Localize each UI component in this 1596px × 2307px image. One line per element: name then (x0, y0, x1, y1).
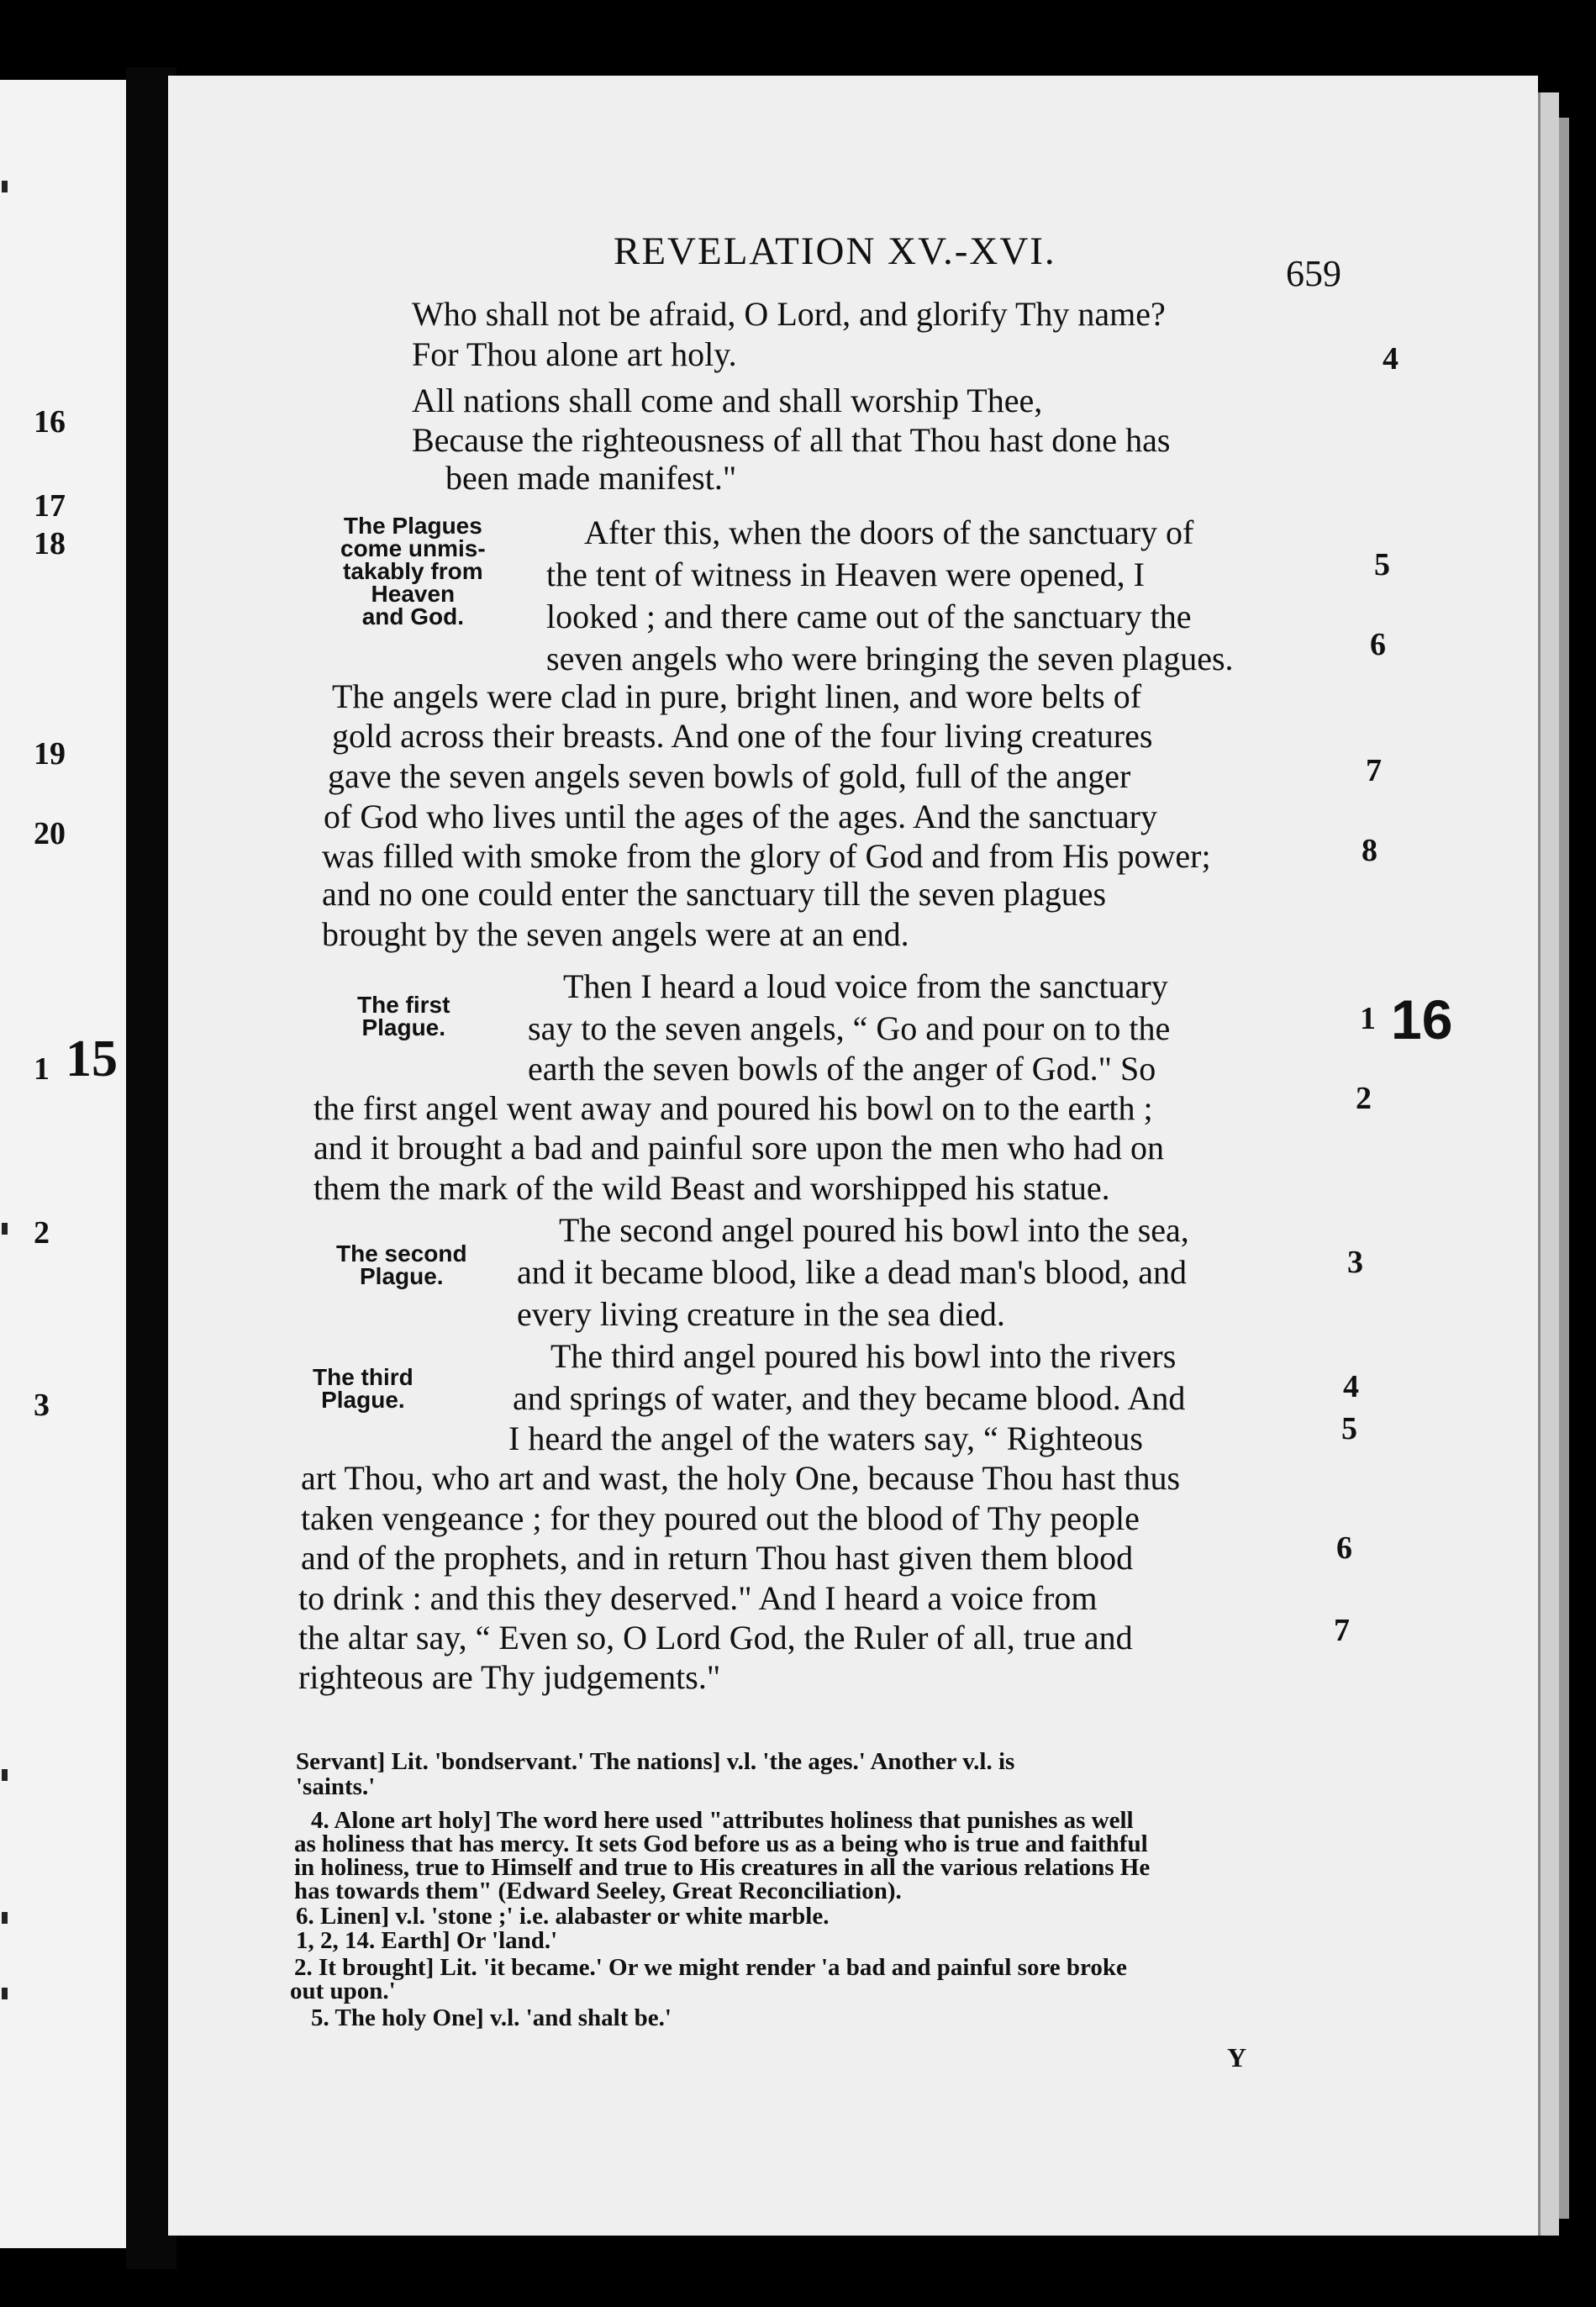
verse-number: 7 (1334, 1613, 1350, 1648)
footnote-line: out upon.' (290, 1978, 396, 2004)
verse-number: 6 (1370, 627, 1386, 662)
margin-note-line: Plague. (360, 1263, 444, 1289)
edge-mark (2, 1912, 8, 1924)
footnote-line: 4. Alone art holy] The word here used "attributes holiness that punishes as well (311, 1807, 1134, 1834)
left-verse-number: 1 (34, 1051, 50, 1087)
footnote-line: in holiness, true to Himself and true to His creatures in all the various relations He (294, 1854, 1151, 1881)
body-line: the altar say, “ Even so, O Lord God, the Ruler of all, true and (298, 1619, 1133, 1657)
body-line: the tent of witness in Heaven were opened, I (546, 556, 1145, 593)
footnote-line: has towards them" (Edward Seeley, Great Reconciliation). (294, 1878, 902, 1904)
body-line: and of the prophets, and in return Thou hast given them blood (301, 1539, 1134, 1577)
left-page-fragment (0, 80, 126, 2248)
left-chapter-number: 15 (66, 1030, 118, 1088)
footnote-line: 1, 2, 14. Earth] Or 'land.' (296, 1927, 558, 1954)
edge-mark (2, 181, 8, 192)
body-line: say to the seven angels, “ Go and pour on to the (528, 1009, 1171, 1047)
verse-number: 5 (1374, 547, 1390, 582)
margin-note-line: Plague. (361, 1014, 446, 1040)
margin-note-line: takably from (343, 558, 483, 584)
left-verse-number: 20 (34, 816, 66, 851)
body-line: of God who lives until the ages of the ages. And the sanctuary (324, 798, 1157, 835)
left-verse-number: 18 (34, 526, 66, 561)
body-line: gave the seven angels seven bowls of gold, full of the anger (328, 757, 1131, 795)
chapter-number: 16 (1391, 988, 1453, 1051)
running-head: REVELATION XV.-XVI. (614, 229, 1056, 273)
footnote-line: Servant] Lit. 'bondservant.' The nations] v.l. 'the ages.' Another v.l. is (296, 1748, 1015, 1775)
body-line: earth the seven bowls of the anger of God." So (528, 1050, 1156, 1088)
verse-number: 4 (1383, 341, 1398, 377)
body-line: The third angel poured his bowl into the rivers (550, 1337, 1177, 1375)
margin-note-plagues (340, 514, 486, 628)
body-line: After this, when the doors of the sanctuary of (584, 514, 1194, 551)
body-line: gold across their breasts. And one of the four living creatures (332, 717, 1153, 755)
left-verse-number: 2 (34, 1215, 50, 1251)
verse-number: 3 (1347, 1245, 1363, 1280)
margin-note-second-plague (336, 1242, 467, 1288)
verse-number: 6 (1336, 1530, 1352, 1566)
margin-note-first-plague (357, 993, 450, 1039)
body-line: For Thou alone art holy. (412, 335, 737, 373)
body-line: to drink : and this they deserved." And I heard a voice from (298, 1579, 1098, 1617)
body-line: The second angel poured his bowl into the sea, (559, 1211, 1189, 1249)
margin-note-line: The second (336, 1240, 467, 1267)
body-line: and springs of water, and they became blood. And (513, 1379, 1186, 1417)
body-line: and no one could enter the sanctuary till the seven plagues (322, 875, 1107, 913)
margin-note-line: and God. (361, 603, 465, 629)
footnote-line: 'saints.' (296, 1773, 376, 1800)
page-edge (1538, 92, 1559, 2236)
margin-note-line: come unmis- (340, 535, 486, 561)
body-line: been made manifest." (445, 459, 737, 497)
signature-mark: Y (1227, 2042, 1247, 2073)
footnote-line: as holiness that has mercy. It sets God before us as a being who is true and faithful (294, 1830, 1148, 1857)
verse-number: 8 (1362, 833, 1377, 868)
body-line: seven angels who were bringing the seven plagues. (546, 640, 1234, 677)
edge-mark (2, 1223, 8, 1235)
body-line: was filled with smoke from the glory of God and from His power; (322, 837, 1211, 875)
verse-number: 7 (1366, 753, 1382, 788)
left-verse-number: 16 (34, 404, 66, 440)
verse-number: 1 (1360, 1001, 1376, 1036)
body-line: The angels were clad in pure, bright linen, and wore belts of (332, 677, 1142, 715)
body-line: art Thou, who art and wast, the holy One, because Thou hast thus (301, 1459, 1181, 1497)
verse-number: 5 (1341, 1411, 1357, 1446)
page-number: 659 (1286, 253, 1341, 294)
margin-note-line: The Plagues (343, 513, 482, 539)
body-line: and it became blood, like a dead man's blood, and (517, 1253, 1187, 1291)
margin-note-line: Heaven (371, 581, 456, 607)
body-line: the first angel went away and poured his bowl on to the earth ; (313, 1089, 1153, 1127)
margin-note-line: Plague. (321, 1387, 405, 1413)
body-line: righteous are Thy judgements." (298, 1658, 721, 1696)
left-verse-number: 3 (34, 1388, 50, 1423)
edge-mark (2, 1988, 8, 1999)
page-edge (1559, 118, 1569, 2219)
footnote-line: 2. It brought] Lit. 'it became.' Or we might render 'a bad and painful sore broke (294, 1954, 1127, 1981)
body-line: them the mark of the wild Beast and worshipped his statue. (313, 1169, 1110, 1207)
margin-note-third-plague (313, 1366, 413, 1411)
edge-mark (2, 1769, 8, 1781)
body-line: every living creature in the sea died. (517, 1295, 1005, 1333)
verse-number: 2 (1356, 1081, 1372, 1116)
left-verse-number: 19 (34, 736, 66, 772)
margin-note-line: The first (357, 992, 450, 1018)
body-line: Who shall not be afraid, O Lord, and glorify Thy name? (412, 295, 1166, 333)
body-line: I heard the angel of the waters say, “ Righteous (508, 1419, 1143, 1457)
body-line: Because the righteousness of all that Thou hast done has (412, 421, 1171, 459)
footnote-line: 5. The holy One] v.l. 'and shalt be.' (311, 2004, 672, 2031)
body-line: and it brought a bad and painful sore upon the men who had on (313, 1129, 1164, 1167)
margin-note-line: The third (313, 1364, 413, 1390)
body-line: taken vengeance ; for they poured out the blood of Thy people (301, 1499, 1140, 1537)
left-verse-number: 17 (34, 488, 66, 524)
body-line: Then I heard a loud voice from the sanctuary (563, 967, 1168, 1005)
body-line: looked ; and there came out of the sanctuary the (546, 598, 1192, 635)
body-line: brought by the seven angels were at an end. (322, 915, 909, 953)
verse-number: 4 (1343, 1369, 1359, 1404)
footnote-line: 6. Linen] v.l. 'stone ;' i.e. alabaster or white marble. (296, 1903, 830, 1930)
body-line: All nations shall come and shall worship Thee, (412, 382, 1043, 419)
